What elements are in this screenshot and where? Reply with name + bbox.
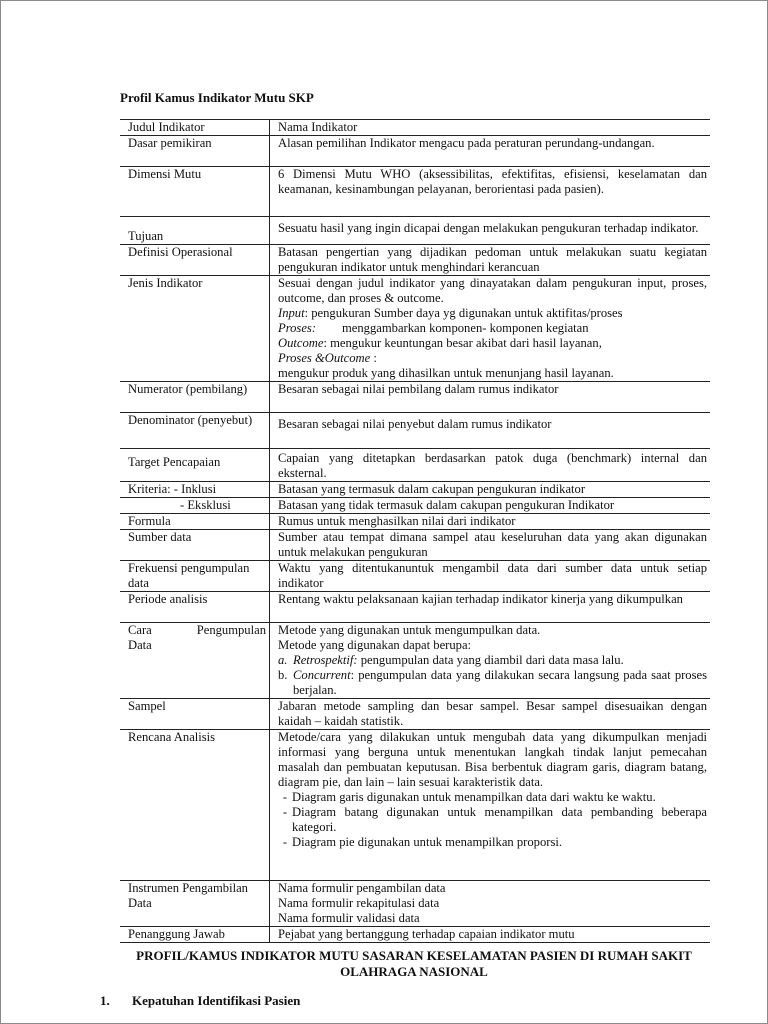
cara-label-second-line: Data [128, 638, 152, 652]
row-definition-instrumen [270, 881, 711, 927]
jenis-proses-text: menggambarkan komponen- komponen kegiatan [342, 321, 589, 335]
cara-item-b-mark: b. [278, 668, 288, 682]
table-row [120, 217, 710, 245]
instrumen-line-3: Nama formulir validasi data [278, 911, 420, 925]
jenis-proses-outcome-text: : [370, 351, 377, 365]
jenis-proses-outcome-line [278, 351, 707, 366]
rencana-bullet-garis [278, 790, 707, 805]
jenis-input-term: Input [278, 306, 305, 320]
row-definition-dasar: Alasan pemilihan Indikator mengacu pada peraturan perundang-undangan. [270, 136, 711, 167]
cara-item-b-body [293, 668, 707, 698]
row-definition-formula: Rumus untuk menghasilkan nilai dari indikator [270, 514, 711, 530]
cara-item-retrospektif [278, 653, 707, 668]
jenis-outcome-line [278, 336, 707, 351]
table-row [120, 514, 710, 530]
jenis-produk-line: mengukur produk yang dihasilkan untuk menunjang hasil layanan. [278, 366, 614, 380]
row-label-judul: Judul Indikator [120, 120, 270, 136]
row-definition-penanggung: Pejabat yang bertanggung terhadap capaian indikator mutu [270, 927, 711, 943]
table-row [120, 413, 710, 449]
row-label-tujuan: Tujuan [120, 217, 270, 245]
row-definition-target: Capaian yang ditetapkan berdasarkan patok duga (benchmark) internal dan eksternal. [270, 449, 711, 482]
table-row [120, 120, 710, 136]
dash-marker: - [282, 835, 288, 849]
cara-intro: Metode yang digunakan dapat berupa: [278, 638, 472, 652]
section-title: PROFIL/KAMUS INDIKATOR MUTU SASARAN KESELAMATAN PASIEN DI RUMAH SAKIT OLAHRAGA NASIONAL [136, 948, 692, 979]
table-row [120, 592, 710, 623]
table-row [120, 136, 710, 167]
table-row [120, 623, 710, 699]
row-label-penanggung: Penanggung Jawab [120, 927, 270, 943]
row-label-dimensi: Dimensi Mutu [120, 167, 270, 217]
table-row [120, 382, 710, 413]
table-row [120, 245, 710, 276]
row-definition-sumber: Sumber atau tempat dimana sampel atau keseluruhan data yang akan digunakan untuk melakukan pengukuran [270, 530, 711, 561]
row-definition-jenis [270, 276, 711, 382]
row-definition-definisi: Batasan pengertian yang dijadikan pedoman untuk melakukan suatu kegiatan pengukuran indikator untuk menghindari kerancuan [270, 245, 711, 276]
subsection-number: 1. [100, 993, 110, 1008]
cara-item-a-term: Retrospektif: [293, 653, 358, 667]
jenis-input-text: : pengukuran Sumber daya yg digunakan untuk aktifitas/proses [304, 306, 623, 320]
instrumen-line-1: Nama formulir pengambilan data [278, 881, 446, 895]
row-label-rencana: Rencana Analisis [120, 730, 270, 881]
cara-item-concurrent [278, 668, 707, 698]
table-row [120, 167, 710, 217]
row-label-target: Target Pencapaian [120, 449, 270, 482]
instrumen-line-2: Nama formulir rekapitulasi data [278, 896, 440, 910]
jenis-proses-term: Proses: [278, 321, 317, 335]
row-definition-eksklusi: Batasan yang tidak termasuk dalam cakupan pengukuran Indikator [270, 498, 711, 514]
cara-item-a-body [293, 653, 707, 668]
row-label-definisi: Definisi Operasional [120, 245, 270, 276]
jenis-outcome-text: : mengukur keuntungan besar akibat dari hasil layanan, [323, 336, 602, 350]
table-row [120, 276, 710, 382]
row-definition-sampel: Jabaran metode sampling dan besar sampel. Besar sampel disesuaikan dengan kaidah – kaidah statistik. [270, 699, 711, 730]
rencana-bullet-pie-text: Diagram pie digunakan untuk menampilkan proporsi. [292, 835, 563, 849]
row-label-formula: Formula [120, 514, 270, 530]
row-definition-cara [270, 623, 711, 699]
row-definition-numerator: Besaran sebagai nilai pembilang dalam rumus indikator [270, 382, 711, 413]
rencana-bullet-batang [278, 805, 707, 835]
row-label-dasar: Dasar pemikiran [120, 136, 270, 167]
row-definition-inklusi: Batasan yang termasuk dalam cakupan pengukuran indikator [270, 482, 711, 498]
row-definition-periode: Rentang waktu pelaksanaan kajian terhadap indikator kinerja yang dikumpulkan [270, 592, 711, 623]
row-definition-dimensi: 6 Dimensi Mutu WHO (aksessibilitas, efektifitas, efisiensi, keselamatan dan keamanan, kesinambungan pelayanan, berorientasi pada pasien). [270, 167, 711, 217]
row-definition-denominator [270, 413, 711, 449]
row-definition-judul: Nama Indikator [270, 120, 711, 136]
cara-item-a-mark: a. [278, 653, 288, 667]
table-row [120, 699, 710, 730]
table-row [120, 449, 710, 482]
row-label-sumber: Sumber data [120, 530, 270, 561]
table-row [120, 561, 710, 592]
jenis-proses-line [278, 321, 707, 336]
indicator-dictionary-table [120, 119, 710, 943]
cara-label-first-line [128, 623, 266, 638]
table-row [120, 498, 710, 514]
cara-item-b-term: Concurrent [293, 668, 351, 682]
row-label-inklusi: Kriteria: - Inklusi [120, 482, 270, 498]
table-row [120, 482, 710, 498]
row-definition-frekuensi: Waktu yang ditentukanuntuk mengambil data dari sumber data untuk setiap indikator [270, 561, 711, 592]
row-label-sampel: Sampel [120, 699, 270, 730]
row-label-denominator: Denominator (penyebut) [120, 413, 270, 449]
rencana-bullet-pie [278, 835, 707, 850]
table-row [120, 530, 710, 561]
dash-marker: - [282, 790, 288, 804]
row-label-periode: Periode analisis [120, 592, 270, 623]
cara-item-b-text: : pengumpulan data yang dilakukan secara langsung pada saat proses berjalan. [293, 668, 707, 697]
jenis-summary: Sesuai dengan judul indikator yang dinayatakan dalam pengukuran input, proses, outcome, dan proses & outcome. [278, 276, 707, 305]
table-row [120, 881, 710, 927]
row-definition-tujuan: Sesuatu hasil yang ingin dicapai dengan melakukan pengukuran terhadap indikator. [270, 217, 711, 245]
row-label-cara [120, 623, 270, 699]
row-label-numerator: Numerator (pembilang) [120, 382, 270, 413]
row-label-eksklusi: - Eksklusi [120, 498, 270, 514]
table-row [120, 730, 710, 881]
rencana-bullet-garis-text: Diagram garis digunakan untuk menampilkan data dari waktu ke waktu. [292, 790, 656, 804]
subsection-title: Kepatuhan Identifikasi Pasien [132, 993, 301, 1008]
subsection-heading [100, 993, 300, 1009]
rencana-bullet-batang-text: Diagram batang digunakan untuk menampilkan data pembanding beberapa kategori. [292, 805, 707, 834]
jenis-input-line [278, 306, 707, 321]
cara-label-word-2: Pengumpulan [196, 623, 266, 637]
row-label-jenis: Jenis Indikator [120, 276, 270, 382]
cara-summary: Metode yang digunakan untuk mengumpulkan data. [278, 623, 541, 637]
document-title: Profil Kamus Indikator Mutu SKP [120, 90, 314, 105]
dash-marker: - [282, 805, 288, 819]
row-label-instrumen: Instrumen Pengambilan Data [120, 881, 270, 927]
denominator-text: Besaran sebagai nilai penyebut dalam rumus indikator [278, 417, 552, 431]
cara-label-word-1: Cara [128, 623, 152, 637]
rencana-summary: Metode/cara yang dilakukan untuk mengubah data yang dikumpulkan menjadi informasi yang berguna untuk menentukan langkah tindak lanjut pemecahan masalah dan pembuatan keputusan. Bisa berbentuk diagram garis, diagram batang, diagram pie, dan lain – lain sesuai karakteristik data. [278, 730, 707, 789]
row-label-frekuensi: Frekuensi pengumpulan data [120, 561, 270, 592]
cara-item-a-text: pengumpulan data yang diambil dari data masa lalu. [357, 653, 624, 667]
table-row [120, 927, 710, 943]
jenis-outcome-term: Outcome [278, 336, 324, 350]
jenis-proses-outcome-term: Proses &Outcome [278, 351, 371, 365]
row-definition-rencana [270, 730, 711, 881]
